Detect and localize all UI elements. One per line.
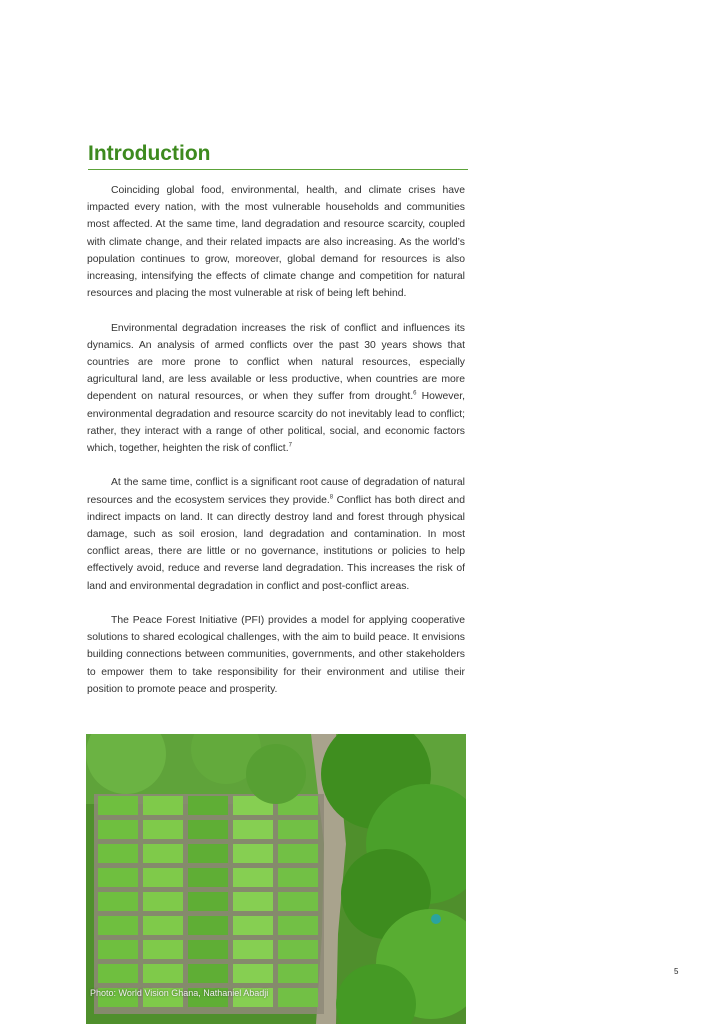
paragraph-3-text: At the same time, conflict is a significant root cause of degradation of natural resources and the ecosystem services they provide.	[87, 477, 465, 506]
paragraph-2-text: Environmental degradation increases the risk of conflict and influences its dynamics. An analysis of armed conflicts over the past 30 years shows that countries are more prone to conflict when natural resources, especially agricultural land, are less available or less productive, when countries are more dependent on natural resources, or when they suffer from drought.	[87, 322, 465, 403]
paragraph-3	[87, 474, 465, 594]
footnote-ref[interactable]: 6	[413, 390, 417, 397]
photo-illustration	[86, 734, 466, 1024]
body-text	[87, 182, 465, 715]
paragraph-4	[87, 612, 465, 698]
photo-credit: Photo: World Vision Ghana, Nathaniel Abadji	[90, 988, 269, 998]
footnote-ref[interactable]: 8	[329, 494, 334, 501]
paragraph-2	[87, 320, 465, 458]
paragraph-1-text: Coinciding global food, environmental, health, and climate crises have impacted every nation, with the most vulnerable households and communities most affected. At the same time, land degradation and resource scarcity, coupled with climate change, and their related impacts are also increasing. As the world’s population continues to grow, moreover, global demand for resources is also increasing, intensifying the effects of climate change and competition for natural resources and placing the most vulnerable at risk of being left behind.	[87, 185, 465, 300]
paragraph-4-text: The Peace Forest Initiative (PFI) provides a model for applying cooperative solutions to shared ecological challenges, with the aim to build peace. It envisions building connections between communities, governments, and other stakeholders to empower them to take responsibility for their environment and utilise their position to promote peace and prosperity.	[87, 615, 465, 695]
aerial-nursery-photo	[86, 734, 466, 1024]
paragraph-1	[87, 182, 465, 302]
page-number: 5	[674, 967, 679, 976]
section-heading: Introduction	[88, 142, 468, 170]
paragraph-3-text-cont: Conflict has both direct and indirect impacts on land. It can directly destroy land and forest through physical damage, such as soil erosion, land degradation and contamination. In most conflict areas, there are little or no governance, institutions or policies to help effectively avoid, reduce and reverse land degradation. This increases the risk of land and environmental degradation in conflict and post-conflict areas.	[87, 494, 465, 592]
footnote-ref[interactable]: 7	[288, 442, 292, 449]
paragraph-2-text-cont: However, environmental degradation and resource scarcity do not inevitably lead to conflict; rather, they interact with a range of other political, social, and economic factors which, together, heighten the risk of conflict.	[87, 391, 465, 455]
